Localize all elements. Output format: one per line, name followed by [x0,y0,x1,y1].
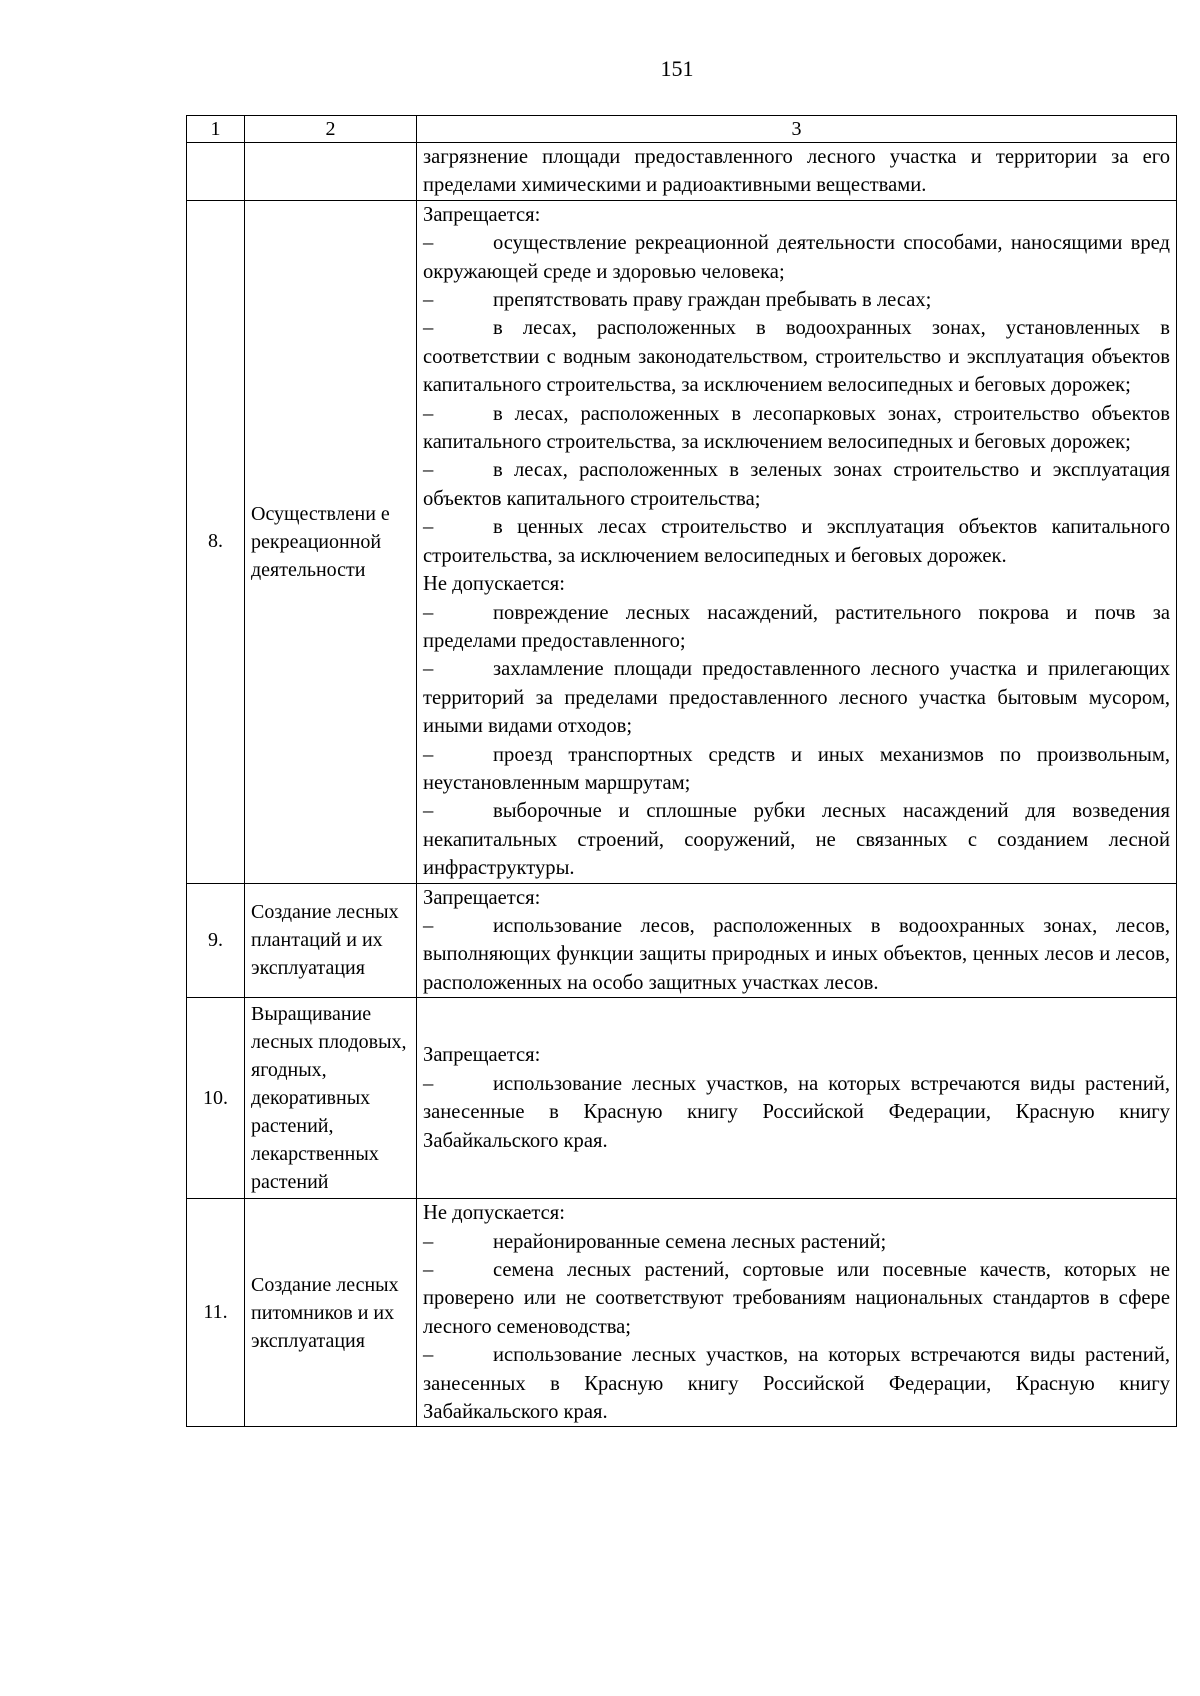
restriction-item: – использование лесных участков, на которых встречаются виды растений, занесенных в Красную книгу Российской Федерации, Красную книгу Забайкальского края. [423,1341,1170,1426]
restriction-heading: Не допускается: [423,573,565,596]
row-activity-name: Создание лесных плантаций и их эксплуатация [245,883,417,998]
column-header-number: 1 [187,116,245,143]
table-header-row [187,116,1177,143]
column-header-activity: 2 [245,116,417,143]
restriction-item: – семена лесных растений, сортовые или посевные качеств, которых не проверено или не соответствуют требованиям национальных стандартов в сфере лесного семеноводства; [423,1256,1170,1341]
restriction-item: – нерайонированные семена лесных растений; [423,1228,1170,1256]
dash-marker: – [423,743,434,766]
restriction-heading: Не допускается: [423,1202,565,1225]
column-header-restrictions: 3 [417,116,1177,143]
restriction-item: – в ценных лесах строительство и эксплуатация объектов капитального строительства, за исключением велосипедных и беговых дорожек. [423,513,1170,570]
dash-marker: – [423,800,434,823]
table-row-10 [187,998,1177,1199]
row-number [187,143,245,201]
row-number: 11. [187,1199,245,1427]
row-number: 8. [187,200,245,883]
row-restrictions [417,883,1177,998]
restriction-item: – повреждение лесных насаждений, растительного покрова и почв за пределами предоставленного; [423,599,1170,656]
row-number: 9. [187,883,245,998]
restriction-heading: Запрещается: [423,1044,541,1067]
restriction-item: – выборочные и сплошные рубки лесных насаждений для возведения некапитальных строений, сооружений, не связанных с созданием лесной инфраструктуры. [423,797,1170,882]
row-activity-name: Создание лесных питомников и их эксплуатация [245,1199,417,1427]
dash-marker: – [423,516,434,539]
restriction-item: – использование лесов, расположенных в водоохранных зонах, лесов, выполняющих функции защиты природных и иных объектов, ценных лесов и лесов, расположенных на особо защитных участках лесов. [423,912,1170,997]
dash-marker: – [423,402,434,425]
dash-marker: – [423,601,434,624]
dash-marker: – [423,658,434,681]
page-number: 151 [660,56,694,81]
row-restrictions [417,998,1177,1199]
dash-marker: – [423,1072,434,1095]
dash-marker: – [423,317,434,340]
dash-marker: – [423,1259,434,1281]
row-activity-name [245,143,417,201]
row-restrictions [417,143,1177,201]
restriction-item: – препятствовать праву граждан пребывать в лесах; [423,286,1170,314]
table-row-9 [187,883,1177,998]
restriction-item: – в лесах, расположенных в зеленых зонах строительство и эксплуатация объектов капитального строительства; [423,456,1170,513]
restriction-item: – проезд транспортных средств и иных механизмов по произвольным, неустановленным маршрутам; [423,741,1170,798]
restriction-item: – захламление площади предоставленного лесного участка и прилегающих территорий за пределами предоставленного лесного участка бытовым мусором, иными видами отходов; [423,655,1170,740]
restriction-item: – в лесах, расположенных в лесопарковых зонах, строительство объектов капитального строительства, за исключением велосипедных и беговых дорожек; [423,400,1170,457]
restriction-item: – использование лесных участков, на которых встречаются виды растений, занесенные в Красную книгу Российской Федерации, Красную книгу Забайкальского края. [423,1070,1170,1155]
restriction-heading: Запрещается: [423,203,541,226]
restriction-heading: Запрещается: [423,886,541,909]
row-restrictions [417,200,1177,883]
restriction-text: загрязнение площади предоставленного лесного участка и территории за его пределами химическими и радиоактивными веществами. [423,146,1170,197]
row-activity-name: Осуществлени е рекреационной деятельности [245,200,417,883]
restriction-item: – в лесах, расположенных в водоохранных зонах, установленных в соответствии с водным законодательством, строительство и эксплуатация объектов капитального строительства, за исключением велосипедных и беговых дорожек; [423,314,1170,399]
table-row-8 [187,200,1177,883]
dash-marker: – [423,914,434,937]
row-activity-name: Выращивание лесных плодовых, ягодных, декоративных растений, лекарственных растений [245,998,417,1199]
table-row-11 [187,1199,1177,1427]
row-number: 10. [187,998,245,1199]
dash-marker: – [423,459,434,482]
row-restrictions [417,1199,1177,1427]
dash-marker: – [423,232,434,255]
dash-marker: – [423,289,434,312]
dash-marker: – [423,1344,434,1367]
table-row-continuation [187,143,1177,201]
restriction-item: – осуществление рекреационной деятельности способами, наносящими вред окружающей среде и здоровью человека; [423,229,1170,286]
dash-marker: – [423,1230,434,1253]
regulations-table [186,115,1177,1427]
